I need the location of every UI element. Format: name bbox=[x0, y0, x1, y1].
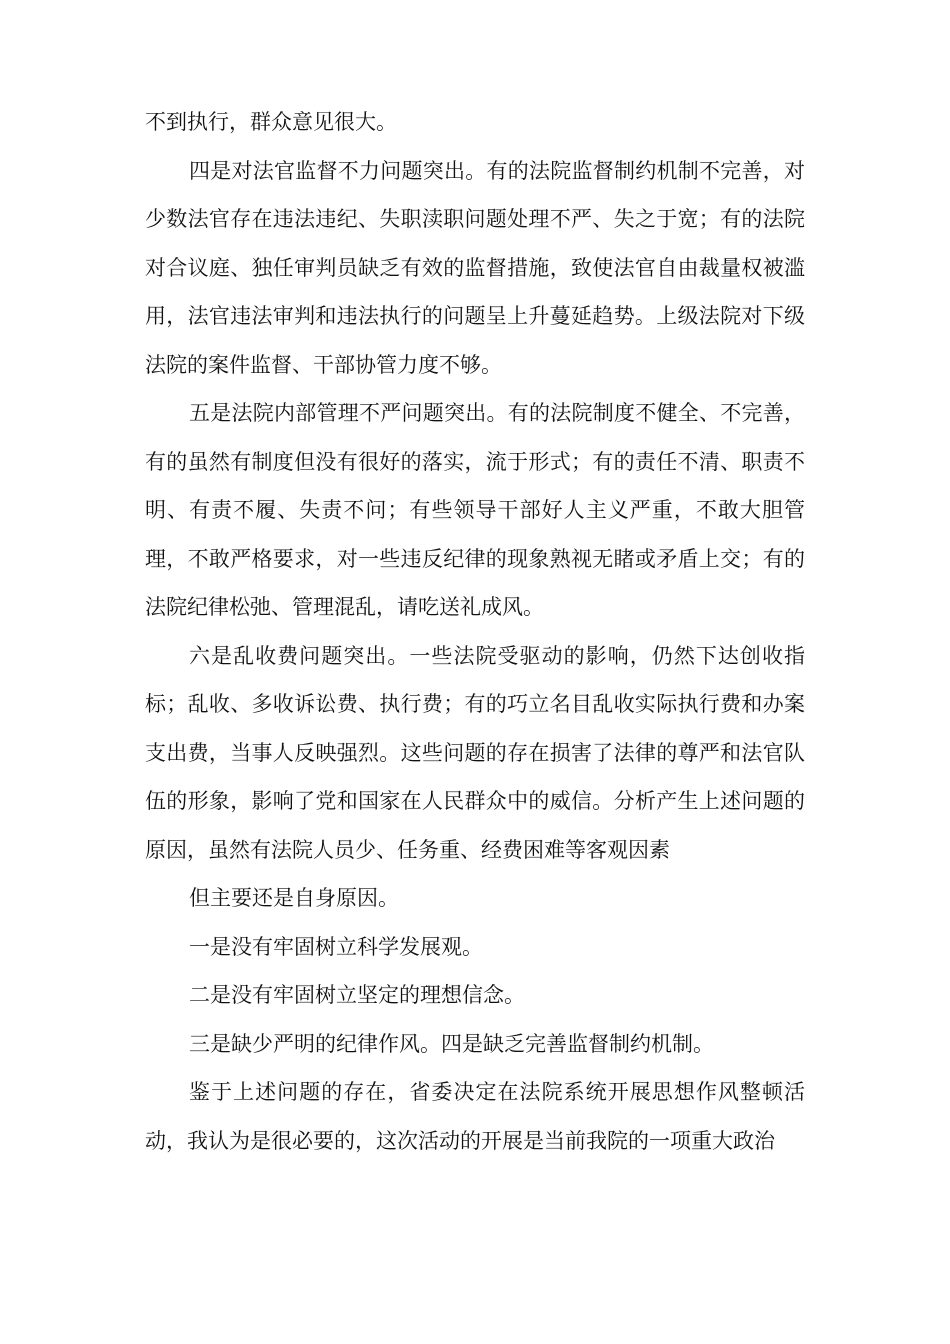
paragraph-fees: 六是乱收费问题突出。一些法院受驱动的影响，仍然下达创收指标；乱收、多收诉讼费、执行费；有的巧立名目乱收实际执行费和办案支出费，当事人反映强烈。这些问题的存在损害了法律的尊严和法官队伍的形象，影响了党和国家在人民群众中的威信。分析产生上述问题的原因，虽然有法院人员少、任务重、经费困难等客观因素 bbox=[145, 643, 805, 862]
paragraph-cause-one: 一是没有牢固树立科学发展观。 bbox=[189, 934, 483, 959]
paragraph-supervision: 四是对法官监督不力问题突出。有的法院监督制约机制不完善，对少数法官存在违法违纪、失职渎职问题处理不严、失之于宽；有的法院对合议庭、独任审判员缺乏有效的监督措施，致使法官自由裁量权被滥用，法官违法审判和违法执行的问题呈上升蔓延趋势。上级法院对下级法院的案件监督、干部协管力度不够。 bbox=[145, 158, 805, 377]
paragraph-continuation: 不到执行，群众意见很大。 bbox=[145, 110, 397, 134]
paragraph-cause-two: 二是没有牢固树立坚定的理想信念。 bbox=[189, 983, 525, 1007]
paragraph-management: 五是法院内部管理不严问题突出。有的法院制度不健全、不完善，有的虽然有制度但没有很好的落实，流于形式；有的责任不清、职责不明、有责不履、失责不问；有些领导干部好人主义严重，不敢大胆管理，不敢严格要求，对一些违反纪律的现象熟视无睹或矛盾上交；有的法院纪律松弛、管理混乱，请吃送礼成风。 bbox=[145, 401, 805, 619]
paragraph-main-cause: 但主要还是自身原因。 bbox=[189, 886, 399, 910]
document-body bbox=[145, 98, 805, 1165]
paragraph-conclusion: 鉴于上述问题的存在，省委决定在法院系统开展思想作风整顿活动，我认为是很必要的，这次活动的开展是当前我院的一项重大政治 bbox=[145, 1080, 805, 1153]
paragraph-cause-three-four: 三是缺少严明的纪律作风。四是缺乏完善监督制约机制。 bbox=[189, 1031, 714, 1056]
